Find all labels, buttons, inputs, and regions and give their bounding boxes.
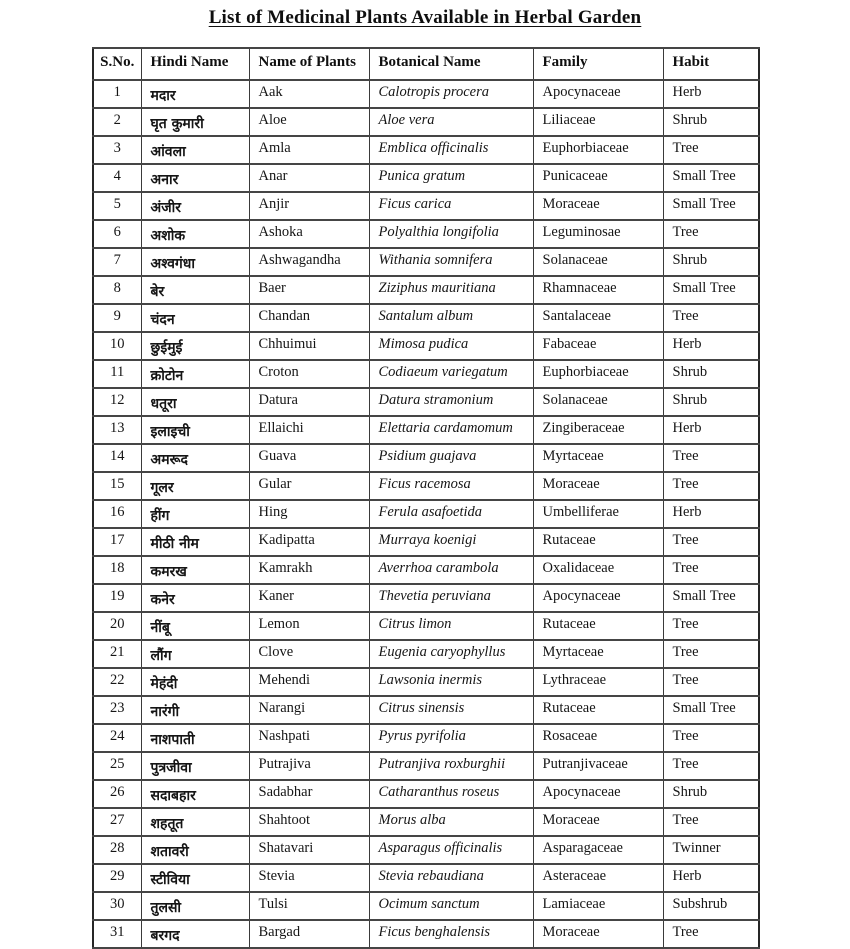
cell-hindi-name: छुईमुई [141, 332, 249, 360]
cell-serial-number: 25 [93, 752, 141, 780]
cell-habit: Tree [663, 304, 759, 332]
cell-plant-name: Croton [249, 360, 369, 388]
cell-plant-name: Ashoka [249, 220, 369, 248]
cell-family: Moraceae [533, 808, 663, 836]
cell-habit: Twinner [663, 836, 759, 864]
cell-botanical-name: Putranjiva roxburghii [369, 752, 533, 780]
cell-family: Rosaceae [533, 724, 663, 752]
cell-family: Apocynaceae [533, 780, 663, 808]
cell-hindi-name: अंजीर [141, 192, 249, 220]
cell-hindi-name: लौंग [141, 640, 249, 668]
table-row [93, 388, 759, 416]
cell-hindi-name: बेर [141, 276, 249, 304]
cell-serial-number: 20 [93, 612, 141, 640]
cell-habit: Herb [663, 864, 759, 892]
cell-botanical-name: Catharanthus roseus [369, 780, 533, 808]
cell-botanical-name: Santalum album [369, 304, 533, 332]
cell-family: Oxalidaceae [533, 556, 663, 584]
cell-hindi-name: शतावरी [141, 836, 249, 864]
cell-serial-number: 27 [93, 808, 141, 836]
cell-plant-name: Baer [249, 276, 369, 304]
cell-plant-name: Putrajiva [249, 752, 369, 780]
cell-plant-name: Chhuimui [249, 332, 369, 360]
cell-hindi-name: अमरूद [141, 444, 249, 472]
table-row [93, 304, 759, 332]
cell-hindi-name: सदाबहार [141, 780, 249, 808]
cell-habit: Herb [663, 500, 759, 528]
cell-hindi-name: शहतूत [141, 808, 249, 836]
column-header-family: Family [533, 48, 663, 80]
cell-serial-number: 7 [93, 248, 141, 276]
table-row [93, 724, 759, 752]
cell-hindi-name: नाशपाती [141, 724, 249, 752]
table-row [93, 752, 759, 780]
cell-hindi-name: मेहंदी [141, 668, 249, 696]
cell-serial-number: 5 [93, 192, 141, 220]
cell-serial-number: 3 [93, 136, 141, 164]
cell-serial-number: 23 [93, 696, 141, 724]
cell-serial-number: 15 [93, 472, 141, 500]
cell-family: Moraceae [533, 472, 663, 500]
cell-family: Euphorbiaceae [533, 136, 663, 164]
column-header-sno: S.No. [93, 48, 141, 80]
cell-hindi-name: चंदन [141, 304, 249, 332]
cell-serial-number: 29 [93, 864, 141, 892]
cell-hindi-name: आंवला [141, 136, 249, 164]
cell-habit: Tree [663, 220, 759, 248]
cell-family: Putranjivaceae [533, 752, 663, 780]
cell-hindi-name: बरगद [141, 920, 249, 948]
cell-botanical-name: Psidium guajava [369, 444, 533, 472]
cell-family: Myrtaceae [533, 444, 663, 472]
cell-serial-number: 8 [93, 276, 141, 304]
cell-habit: Small Tree [663, 164, 759, 192]
cell-habit: Small Tree [663, 584, 759, 612]
cell-serial-number: 12 [93, 388, 141, 416]
cell-family: Zingiberaceae [533, 416, 663, 444]
cell-plant-name: Kadipatta [249, 528, 369, 556]
cell-hindi-name: घृत कुमारी [141, 108, 249, 136]
cell-habit: Tree [663, 752, 759, 780]
cell-family: Lamiaceae [533, 892, 663, 920]
table-row [93, 472, 759, 500]
cell-botanical-name: Ficus benghalensis [369, 920, 533, 948]
cell-hindi-name: कमरख [141, 556, 249, 584]
cell-serial-number: 11 [93, 360, 141, 388]
table-row [93, 668, 759, 696]
cell-botanical-name: Aloe vera [369, 108, 533, 136]
cell-family: Apocynaceae [533, 80, 663, 108]
cell-habit: Herb [663, 80, 759, 108]
cell-serial-number: 30 [93, 892, 141, 920]
cell-botanical-name: Eugenia caryophyllus [369, 640, 533, 668]
cell-botanical-name: Emblica officinalis [369, 136, 533, 164]
cell-botanical-name: Calotropis procera [369, 80, 533, 108]
table-body [93, 80, 759, 948]
table-header-row [93, 48, 759, 80]
cell-serial-number: 17 [93, 528, 141, 556]
cell-habit: Shrub [663, 108, 759, 136]
cell-habit: Tree [663, 668, 759, 696]
cell-plant-name: Mehendi [249, 668, 369, 696]
cell-family: Rutaceae [533, 528, 663, 556]
cell-habit: Small Tree [663, 696, 759, 724]
cell-botanical-name: Ficus carica [369, 192, 533, 220]
cell-serial-number: 14 [93, 444, 141, 472]
cell-botanical-name: Murraya koenigi [369, 528, 533, 556]
cell-plant-name: Sadabhar [249, 780, 369, 808]
cell-plant-name: Aloe [249, 108, 369, 136]
cell-plant-name: Aak [249, 80, 369, 108]
cell-hindi-name: धतूरा [141, 388, 249, 416]
cell-serial-number: 21 [93, 640, 141, 668]
cell-family: Moraceae [533, 192, 663, 220]
cell-plant-name: Kaner [249, 584, 369, 612]
cell-family: Rhamnaceae [533, 276, 663, 304]
cell-family: Asteraceae [533, 864, 663, 892]
cell-serial-number: 13 [93, 416, 141, 444]
cell-plant-name: Chandan [249, 304, 369, 332]
table-row [93, 584, 759, 612]
cell-hindi-name: नींबू [141, 612, 249, 640]
cell-plant-name: Ellaichi [249, 416, 369, 444]
cell-plant-name: Kamrakh [249, 556, 369, 584]
cell-botanical-name: Datura stramonium [369, 388, 533, 416]
cell-plant-name: Anjir [249, 192, 369, 220]
cell-habit: Tree [663, 808, 759, 836]
cell-habit: Herb [663, 332, 759, 360]
cell-botanical-name: Withania somnifera [369, 248, 533, 276]
cell-plant-name: Amla [249, 136, 369, 164]
table-row [93, 108, 759, 136]
cell-plant-name: Datura [249, 388, 369, 416]
cell-family: Solanaceae [533, 388, 663, 416]
cell-plant-name: Shatavari [249, 836, 369, 864]
cell-botanical-name: Pyrus pyrifolia [369, 724, 533, 752]
cell-serial-number: 19 [93, 584, 141, 612]
cell-plant-name: Bargad [249, 920, 369, 948]
cell-plant-name: Shahtoot [249, 808, 369, 836]
cell-habit: Tree [663, 556, 759, 584]
cell-serial-number: 18 [93, 556, 141, 584]
cell-plant-name: Lemon [249, 612, 369, 640]
cell-hindi-name: अशोक [141, 220, 249, 248]
cell-botanical-name: Stevia rebaudiana [369, 864, 533, 892]
table-row [93, 808, 759, 836]
cell-family: Santalaceae [533, 304, 663, 332]
page-title: List of Medicinal Plants Available in Herbal Garden [208, 7, 642, 28]
cell-botanical-name: Citrus limon [369, 612, 533, 640]
cell-habit: Shrub [663, 780, 759, 808]
cell-habit: Subshrub [663, 892, 759, 920]
cell-botanical-name: Averrhoa carambola [369, 556, 533, 584]
cell-habit: Tree [663, 528, 759, 556]
cell-habit: Tree [663, 444, 759, 472]
cell-serial-number: 9 [93, 304, 141, 332]
cell-plant-name: Clove [249, 640, 369, 668]
cell-family: Euphorbiaceae [533, 360, 663, 388]
cell-botanical-name: Ferula asafoetida [369, 500, 533, 528]
table-row [93, 276, 759, 304]
cell-habit: Tree [663, 724, 759, 752]
table-row [93, 640, 759, 668]
cell-serial-number: 22 [93, 668, 141, 696]
cell-habit: Tree [663, 472, 759, 500]
table-row [93, 80, 759, 108]
cell-plant-name: Gular [249, 472, 369, 500]
cell-family: Umbelliferae [533, 500, 663, 528]
cell-family: Myrtaceae [533, 640, 663, 668]
cell-serial-number: 6 [93, 220, 141, 248]
cell-hindi-name: कनेर [141, 584, 249, 612]
cell-hindi-name: हींग [141, 500, 249, 528]
cell-family: Rutaceae [533, 696, 663, 724]
cell-serial-number: 28 [93, 836, 141, 864]
cell-botanical-name: Citrus sinensis [369, 696, 533, 724]
cell-plant-name: Hing [249, 500, 369, 528]
cell-hindi-name: गूलर [141, 472, 249, 500]
table-row [93, 780, 759, 808]
cell-botanical-name: Ocimum sanctum [369, 892, 533, 920]
medicinal-plants-table [92, 47, 760, 949]
cell-plant-name: Guava [249, 444, 369, 472]
table-row [93, 360, 759, 388]
cell-family: Asparagaceae [533, 836, 663, 864]
cell-botanical-name: Ziziphus mauritiana [369, 276, 533, 304]
cell-family: Leguminosae [533, 220, 663, 248]
cell-habit: Tree [663, 640, 759, 668]
cell-serial-number: 2 [93, 108, 141, 136]
cell-botanical-name: Ficus racemosa [369, 472, 533, 500]
table-row [93, 220, 759, 248]
cell-botanical-name: Morus alba [369, 808, 533, 836]
cell-plant-name: Narangi [249, 696, 369, 724]
cell-serial-number: 31 [93, 920, 141, 948]
cell-habit: Herb [663, 416, 759, 444]
table-row [93, 612, 759, 640]
cell-botanical-name: Thevetia peruviana [369, 584, 533, 612]
table-row [93, 192, 759, 220]
table-row [93, 920, 759, 948]
cell-hindi-name: अनार [141, 164, 249, 192]
cell-family: Punicaceae [533, 164, 663, 192]
table-row [93, 556, 759, 584]
table-row [93, 416, 759, 444]
cell-plant-name: Anar [249, 164, 369, 192]
table-row [93, 332, 759, 360]
cell-botanical-name: Elettaria cardamomum [369, 416, 533, 444]
column-header-hindi: Hindi Name [141, 48, 249, 80]
cell-hindi-name: क्रोटोन [141, 360, 249, 388]
column-header-plant: Name of Plants [249, 48, 369, 80]
column-header-botanical: Botanical Name [369, 48, 533, 80]
cell-serial-number: 1 [93, 80, 141, 108]
cell-habit: Tree [663, 612, 759, 640]
column-header-habit: Habit [663, 48, 759, 80]
cell-habit: Small Tree [663, 276, 759, 304]
table-row [93, 836, 759, 864]
cell-hindi-name: पुत्रजीवा [141, 752, 249, 780]
cell-botanical-name: Punica gratum [369, 164, 533, 192]
table-row [93, 164, 759, 192]
cell-habit: Shrub [663, 248, 759, 276]
cell-serial-number: 16 [93, 500, 141, 528]
table-row [93, 444, 759, 472]
cell-family: Lythraceae [533, 668, 663, 696]
cell-family: Apocynaceae [533, 584, 663, 612]
cell-hindi-name: स्टीविया [141, 864, 249, 892]
cell-family: Solanaceae [533, 248, 663, 276]
cell-plant-name: Ashwagandha [249, 248, 369, 276]
cell-plant-name: Tulsi [249, 892, 369, 920]
cell-serial-number: 24 [93, 724, 141, 752]
table-row [93, 892, 759, 920]
cell-botanical-name: Asparagus officinalis [369, 836, 533, 864]
cell-hindi-name: अश्वगंधा [141, 248, 249, 276]
cell-serial-number: 26 [93, 780, 141, 808]
cell-habit: Small Tree [663, 192, 759, 220]
cell-habit: Shrub [663, 388, 759, 416]
cell-hindi-name: तुलसी [141, 892, 249, 920]
cell-family: Liliaceae [533, 108, 663, 136]
table-row [93, 136, 759, 164]
cell-serial-number: 4 [93, 164, 141, 192]
table-row [93, 500, 759, 528]
cell-habit: Shrub [663, 360, 759, 388]
cell-hindi-name: नारंगी [141, 696, 249, 724]
cell-plant-name: Nashpati [249, 724, 369, 752]
cell-plant-name: Stevia [249, 864, 369, 892]
cell-family: Rutaceae [533, 612, 663, 640]
cell-botanical-name: Lawsonia inermis [369, 668, 533, 696]
cell-botanical-name: Polyalthia longifolia [369, 220, 533, 248]
cell-hindi-name: मीठी नीम [141, 528, 249, 556]
cell-hindi-name: मदार [141, 80, 249, 108]
cell-family: Fabaceae [533, 332, 663, 360]
cell-hindi-name: इलाइची [141, 416, 249, 444]
table-row [93, 528, 759, 556]
cell-habit: Tree [663, 136, 759, 164]
cell-botanical-name: Mimosa pudica [369, 332, 533, 360]
cell-serial-number: 10 [93, 332, 141, 360]
cell-family: Moraceae [533, 920, 663, 948]
table-row [93, 696, 759, 724]
table-row [93, 248, 759, 276]
cell-habit: Tree [663, 920, 759, 948]
cell-botanical-name: Codiaeum variegatum [369, 360, 533, 388]
table-row [93, 864, 759, 892]
